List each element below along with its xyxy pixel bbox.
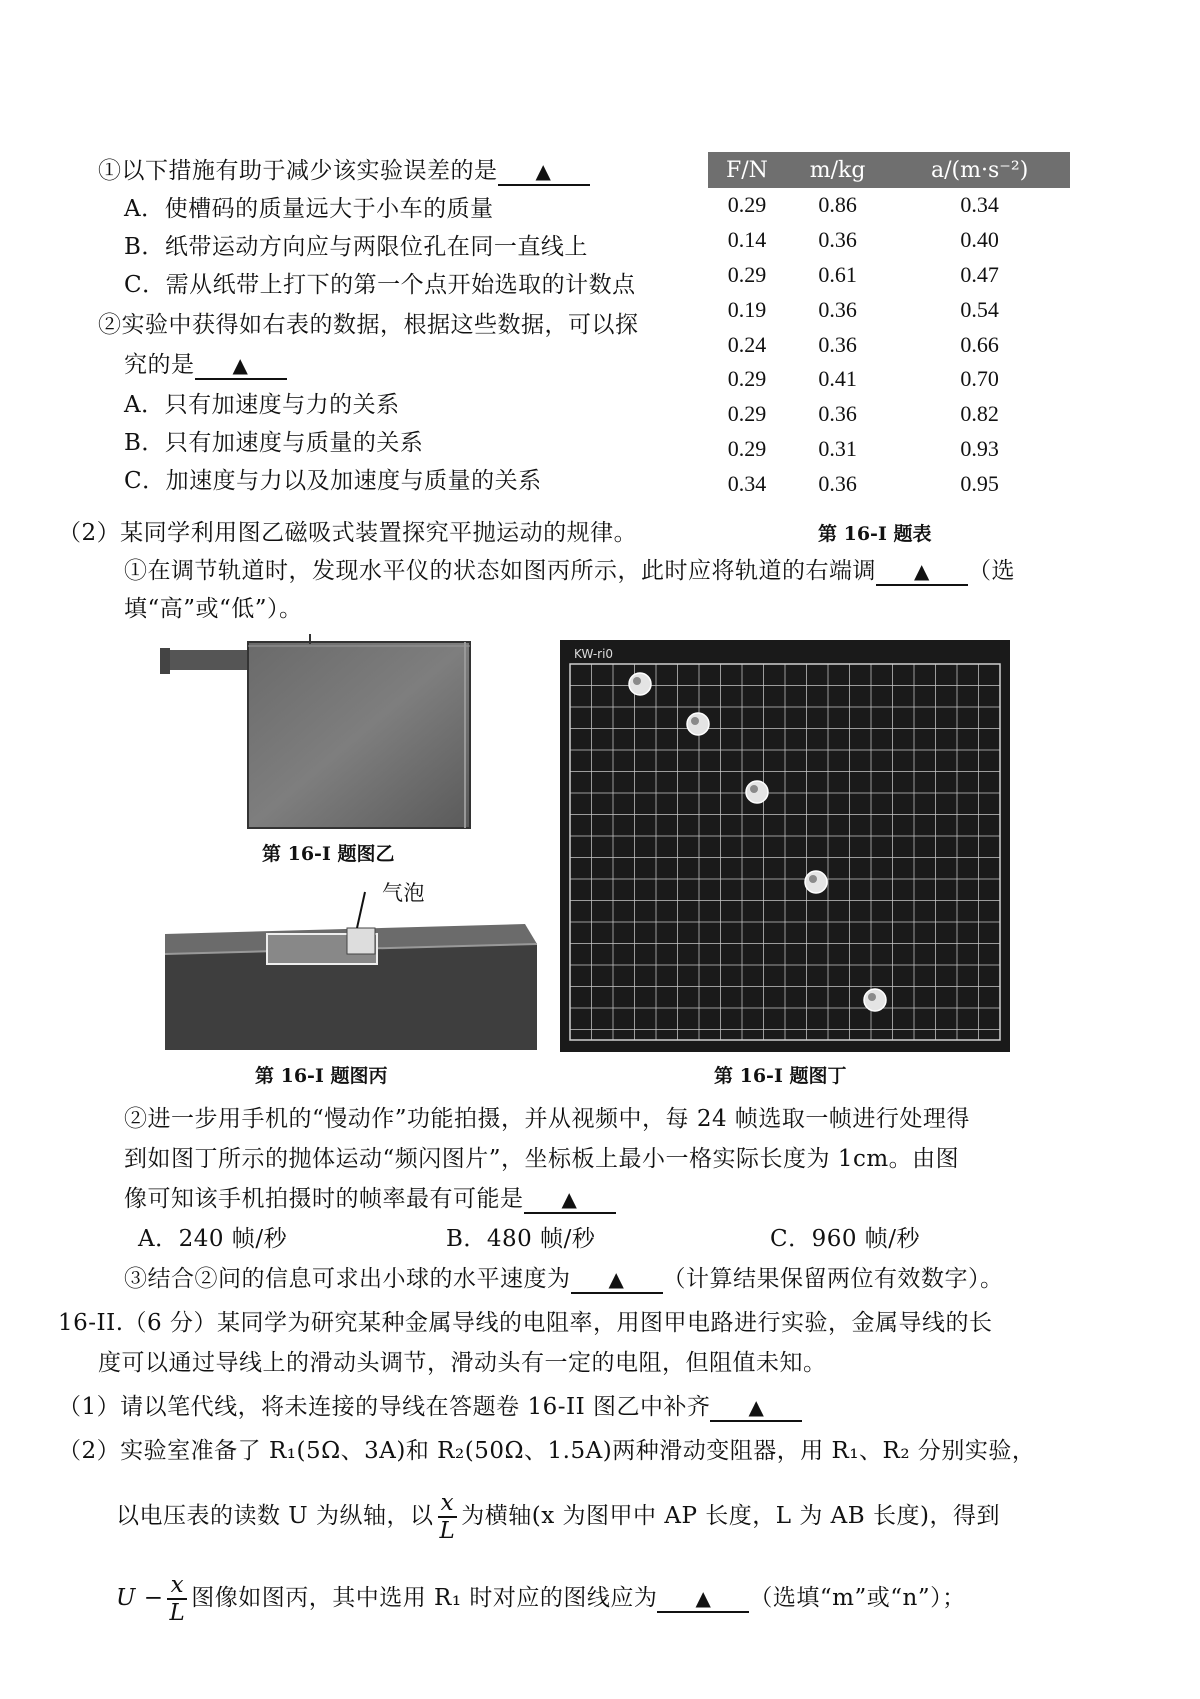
sub2-option-c: C．960 帧/秒 <box>770 1226 921 1252</box>
fraction-x-over-l: $\frac{x}{L}$ <box>169 1572 186 1626</box>
q2-stem-line2: 究的是 ▲ <box>124 350 287 380</box>
figure-yi-device <box>160 634 475 832</box>
table-cell: 0.29 <box>727 366 767 392</box>
q2-option-a: A．只有加速度与力的关系 <box>124 392 400 418</box>
part2-sub1-line1: ①在调节轨道时，发现水平仪的状态如图丙所示，此时应将轨道的右端调 ▲ （选 <box>124 558 1015 584</box>
table-cell: 0.47 <box>960 261 999 287</box>
part2-sub1-line2: 填“高”或“低”）。 <box>124 596 303 622</box>
part2-intro: （2）某同学利用图乙磁吸式装置探究平抛运动的规律。 <box>58 520 638 546</box>
q1-option-c: C．需从纸带上打下的第一个点开始选取的计数点 <box>124 272 636 298</box>
q16ii-line1: 16-II.（6 分）某同学为研究某种金属导线的电阻率，用图甲电路进行实验，金属导线的长 <box>58 1310 993 1336</box>
q2-option-c: C．加速度与力以及加速度与质量的关系 <box>124 468 542 494</box>
q16ii-part2-line2: 以电压表的读数 U 为纵轴，以 $\frac{x}{L}$ 为横轴(x 为图甲中 AP 长度，L 为 AB 长度)，得到 <box>116 1490 1000 1544</box>
answer-blank[interactable]: ▲ <box>524 1186 616 1214</box>
table-row <box>708 292 1070 327</box>
table-cell: 0.36 <box>818 296 857 322</box>
ball-flash-image <box>805 871 827 893</box>
table-row <box>708 432 1070 467</box>
sub2-line3: 像可知该手机拍摄时的帧率最有可能是 ▲ <box>124 1184 616 1214</box>
ball-highlight <box>750 785 758 793</box>
ball-flash-image <box>629 673 651 695</box>
table-cell: 0.95 <box>960 470 999 496</box>
table-header: a/(m·s⁻²) <box>889 152 1070 188</box>
table-row <box>708 362 1070 397</box>
figure-bing-caption: 第 16-I 题图丙 <box>255 1065 388 1087</box>
answer-blank[interactable]: ▲ <box>571 1266 663 1294</box>
table-row <box>708 327 1070 362</box>
table-cell: 0.34 <box>727 470 767 496</box>
table-cell: 0.70 <box>960 366 999 392</box>
table-row <box>708 223 1070 258</box>
ball-flash-image <box>746 781 768 803</box>
table-cell: 0.36 <box>818 227 857 253</box>
table-row <box>708 466 1070 501</box>
bubble-label: 气泡 <box>382 881 425 905</box>
q2-stem-line1: ②实验中获得如右表的数据，根据这些数据，可以探 <box>98 312 639 338</box>
table-caption: 第 16-I 题表 <box>818 523 932 545</box>
q2-option-b: B．只有加速度与质量的关系 <box>124 430 424 456</box>
table-cell: 0.29 <box>727 435 767 461</box>
q1-option-b: B．纸带运动方向应与两限位孔在同一直线上 <box>124 234 588 260</box>
table-header: m/kg <box>786 152 889 188</box>
table-cell: 0.66 <box>960 331 999 357</box>
table-row <box>708 397 1070 432</box>
table-cell: 0.61 <box>818 261 857 287</box>
table-cell: 0.54 <box>960 296 999 322</box>
data-table <box>708 152 1070 501</box>
ball-flash-image <box>864 989 886 1011</box>
sub2-line2: 到如图丁所示的抛体运动“频闪图片”，坐标板上最小一格实际长度为 1cm。由图 <box>124 1146 960 1172</box>
table-cell: 0.24 <box>727 331 767 357</box>
answer-blank[interactable]: ▲ <box>710 1394 802 1422</box>
table-cell: 0.34 <box>960 192 999 218</box>
sub2-option-b: B．480 帧/秒 <box>446 1226 596 1252</box>
answer-blank[interactable]: ▲ <box>498 158 590 186</box>
table-cell: 0.14 <box>727 227 767 253</box>
board-brand-text: KW-ri0 <box>574 647 614 661</box>
answer-blank[interactable]: ▲ <box>876 558 968 586</box>
answer-blank[interactable]: ▲ <box>657 1585 749 1613</box>
ball-highlight <box>809 875 817 883</box>
sub3-line: ③结合②问的信息可求出小球的水平速度为 ▲ （计算结果保留两位有效数字）。 <box>124 1266 1004 1292</box>
sub2-line1: ②进一步用手机的“慢动作”功能拍摄，并从视频中，每 24 帧选取一帧进行处理得 <box>124 1106 970 1132</box>
table-cell: 0.36 <box>818 401 857 427</box>
table-cell: 0.19 <box>727 296 767 322</box>
table-cell: 0.36 <box>818 470 857 496</box>
table-cell: 0.29 <box>727 261 767 287</box>
table-cell: 0.86 <box>818 192 857 218</box>
table-header-row <box>708 152 1070 188</box>
table-row <box>708 188 1070 223</box>
q1-stem: ①以下措施有助于减少该实验误差的是 ▲ <box>98 156 590 186</box>
ball-highlight <box>691 717 699 725</box>
answer-blank[interactable]: ▲ <box>195 352 287 380</box>
q16ii-part1: （1）请以笔代线，将未连接的导线在答题卷 16-II 图乙中补齐 ▲ <box>58 1392 802 1422</box>
table-cell: 0.41 <box>818 366 857 392</box>
q1-option-a: A．使槽码的质量远大于小车的质量 <box>124 196 494 222</box>
ball-highlight <box>868 993 876 1001</box>
figure-ding-grid-board <box>560 640 1010 1052</box>
table-header: F/N <box>708 152 786 188</box>
fraction-x-over-l: $\frac{x}{L}$ <box>439 1490 456 1544</box>
ball-flash-image <box>687 713 709 735</box>
q16ii-line2: 度可以通过导线上的滑动头调节，滑动头有一定的电阻，但阻值未知。 <box>98 1350 827 1376</box>
table-cell: 0.29 <box>727 401 767 427</box>
table-cell: 0.82 <box>960 401 999 427</box>
figure-bing-level <box>165 872 545 1052</box>
table-cell: 0.40 <box>960 227 999 253</box>
sub2-option-a: A．240 帧/秒 <box>138 1226 288 1252</box>
q16ii-part2-line1: （2）实验室准备了 R₁(5Ω、3A)和 R₂(50Ω、1.5A)两种滑动变阻器，用 R₁、R₂ 分别实验， <box>58 1438 1036 1464</box>
table-cell: 0.29 <box>727 192 767 218</box>
table-row <box>708 258 1070 293</box>
ball-highlight <box>633 677 641 685</box>
table-cell: 0.36 <box>818 331 857 357</box>
figure-yi-caption: 第 16-I 题图乙 <box>262 843 395 865</box>
table-cell: 0.93 <box>960 435 999 461</box>
table-cell: 0.31 <box>818 435 857 461</box>
figure-ding-caption: 第 16-I 题图丁 <box>714 1065 847 1087</box>
q16ii-part2-line3: U − $\frac{x}{L}$ 图像如图丙，其中选用 R₁ 时对应的图线应为 ▲ （选填“m”或“n”）； <box>116 1572 966 1626</box>
